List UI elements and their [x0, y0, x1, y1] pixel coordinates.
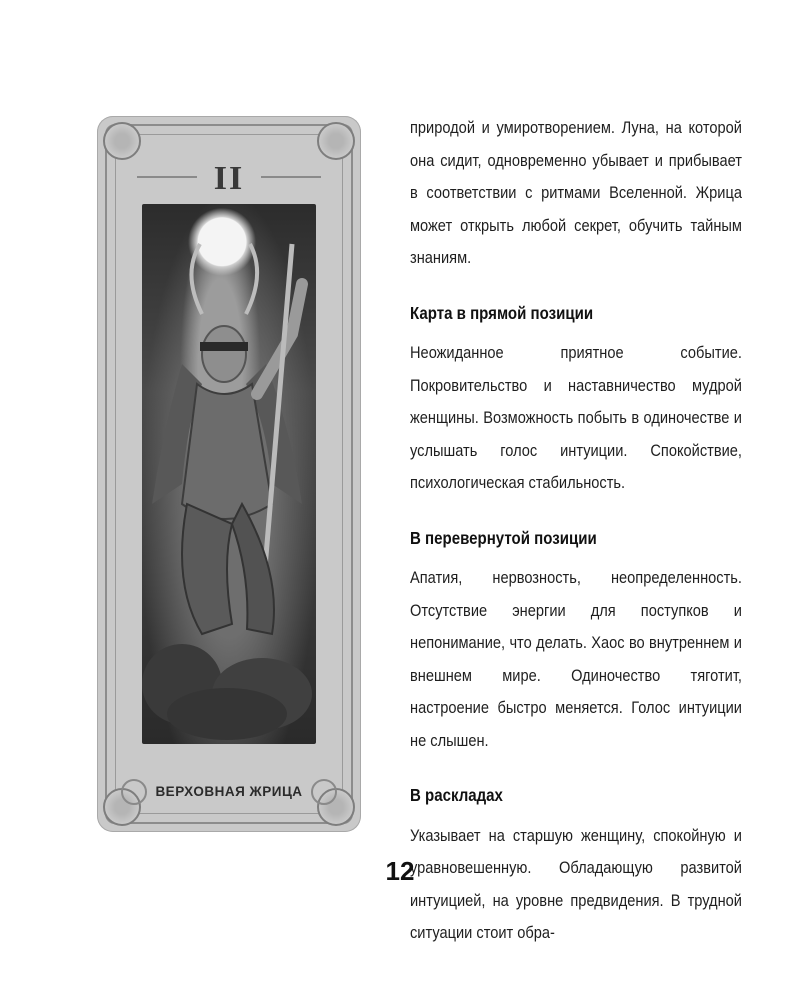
reversed-paragraph: Апатия, нервозность, неопределенность. Отсутствие энергии для поступков и непонимание, что делать. Хаос во внутреннем и внешнем мире. Одиночество тяготит, настроение быстро меняется. Голос интуиции не слышен. — [410, 568, 742, 750]
card-title: ВЕРХОВНАЯ ЖРИЦА — [155, 784, 303, 799]
page-number: 12 — [385, 856, 415, 886]
upright-heading: Карта в прямой позиции — [410, 302, 594, 323]
card-numeral: II — [213, 160, 245, 197]
corner-ornament — [103, 122, 141, 160]
intro-paragraph: природой и умиротворением. Луна, на которой она сидит, одновременно убывает и прибывает в соответствии с ритмами Вселенной. Жрица может открыть любой секрет, обучить тайным знаниям. — [410, 118, 742, 267]
upright-paragraph: Неожиданное приятное событие. Покровительство и наставничество мудрой женщины. Возможность побыть в одиночестве и услышать голос интуиции. Спокойствие, психологическая стабильность. — [410, 343, 742, 492]
spreads-paragraph: Указывает на старшую женщину, спокойную и уравновешенную. Обладающую развитой интуицией, на уровне предвидения. В трудной ситуации стоит обра- — [410, 825, 742, 942]
priestess-illustration — [142, 204, 316, 744]
corner-ornament — [317, 122, 355, 160]
priestess-figure-icon — [142, 204, 316, 744]
text-column — [410, 112, 742, 950]
tarot-card — [97, 116, 361, 832]
reversed-heading: В перевернутой позиции — [410, 527, 597, 548]
spreads-heading: В раскладах — [410, 785, 503, 805]
